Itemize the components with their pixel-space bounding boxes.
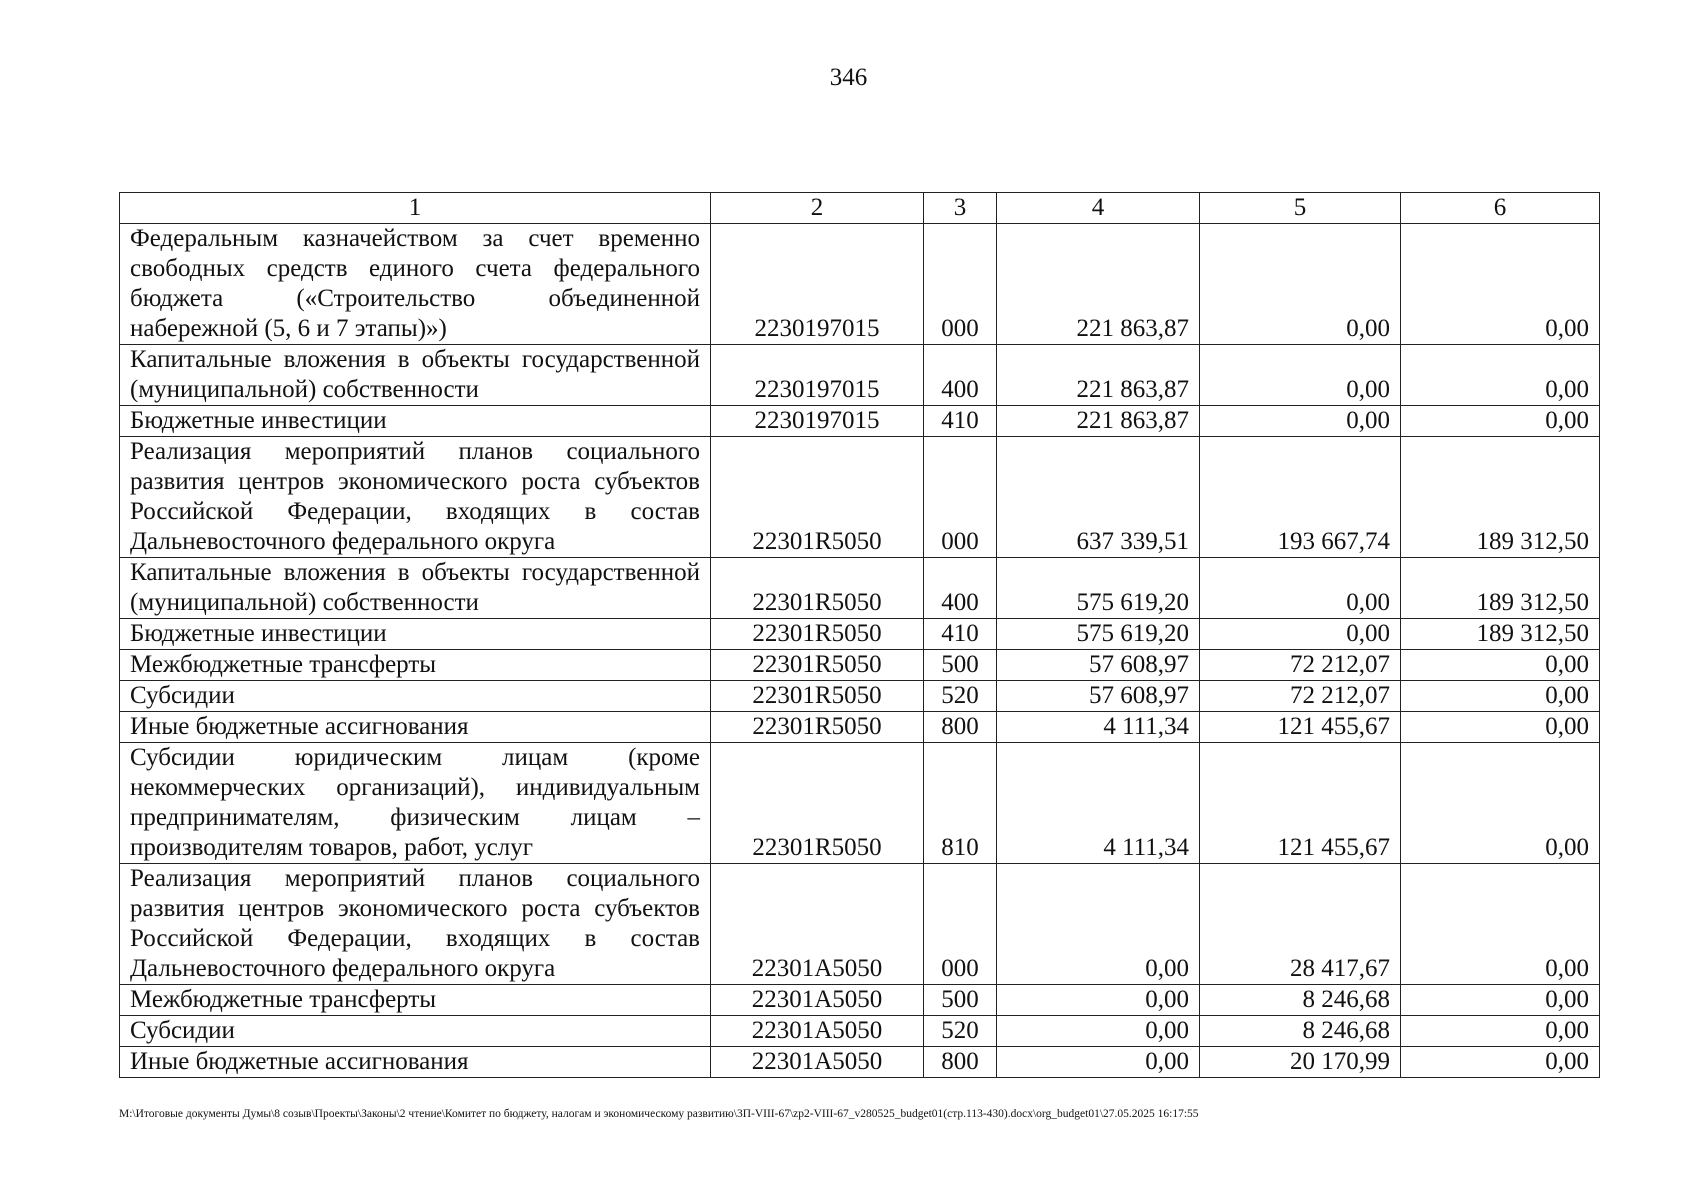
amount-col6-cell: 189 312,50 bbox=[1401, 437, 1600, 558]
target-code-cell: 22301R5050 bbox=[711, 558, 924, 619]
table-row bbox=[120, 864, 1600, 985]
expense-type-cell: 000 bbox=[924, 437, 997, 558]
amount-col4-cell: 575 619,20 bbox=[997, 619, 1200, 650]
column-header: 2 bbox=[711, 193, 924, 224]
expense-type-cell: 520 bbox=[924, 681, 997, 712]
amount-col4-cell: 0,00 bbox=[997, 985, 1200, 1016]
item-name-cell: Бюджетные инвестиции bbox=[120, 619, 711, 650]
amount-col4-cell: 4 111,34 bbox=[997, 743, 1200, 864]
amount-col4-cell: 575 619,20 bbox=[997, 558, 1200, 619]
target-code-cell: 22301A5050 bbox=[711, 864, 924, 985]
amount-col4-cell: 221 863,87 bbox=[997, 345, 1200, 406]
table-row bbox=[120, 1016, 1600, 1047]
document-file-path: M:\Итоговые документы Думы\8 созыв\Проекты\Законы\2 чтение\Комитет по бюджету, налогам и экономическому развитию\3П-VIII-67\zp2-VIII-67_v280525_budget01(стр.113-430).docx\org_budget01\27.05.2025 16:17:55 bbox=[119, 1108, 1199, 1120]
amount-col5-cell: 193 667,74 bbox=[1200, 437, 1401, 558]
amount-col6-cell: 0,00 bbox=[1401, 985, 1600, 1016]
item-name-cell: Капитальные вложения в объекты государственной (муниципальной) собственности bbox=[120, 345, 711, 406]
amount-col6-cell: 0,00 bbox=[1401, 1016, 1600, 1047]
expense-type-cell: 520 bbox=[924, 1016, 997, 1047]
amount-col5-cell: 0,00 bbox=[1200, 224, 1401, 345]
expense-type-cell: 400 bbox=[924, 558, 997, 619]
column-header: 4 bbox=[997, 193, 1200, 224]
item-name-cell: Реализация мероприятий планов социального развития центров экономического роста субъектов Российской Федерации, входящих в состав Дальневосточного федерального округа bbox=[120, 864, 711, 985]
item-name-cell: Бюджетные инвестиции bbox=[120, 406, 711, 437]
amount-col5-cell: 8 246,68 bbox=[1200, 985, 1401, 1016]
target-code-cell: 22301R5050 bbox=[711, 619, 924, 650]
table-row bbox=[120, 345, 1600, 406]
expense-type-cell: 400 bbox=[924, 345, 997, 406]
amount-col4-cell: 57 608,97 bbox=[997, 650, 1200, 681]
target-code-cell: 22301A5050 bbox=[711, 1047, 924, 1078]
table-row bbox=[120, 681, 1600, 712]
target-code-cell: 2230197015 bbox=[711, 406, 924, 437]
amount-col5-cell: 0,00 bbox=[1200, 406, 1401, 437]
amount-col5-cell: 121 455,67 bbox=[1200, 743, 1401, 864]
amount-col4-cell: 0,00 bbox=[997, 1016, 1200, 1047]
amount-col6-cell: 189 312,50 bbox=[1401, 619, 1600, 650]
column-header: 3 bbox=[924, 193, 997, 224]
table-row bbox=[120, 437, 1600, 558]
amount-col6-cell: 0,00 bbox=[1401, 712, 1600, 743]
item-name-cell: Реализация мероприятий планов социального развития центров экономического роста субъектов Российской Федерации, входящих в состав Дальневосточного федерального округа bbox=[120, 437, 711, 558]
amount-col5-cell: 121 455,67 bbox=[1200, 712, 1401, 743]
expense-type-cell: 000 bbox=[924, 224, 997, 345]
target-code-cell: 22301R5050 bbox=[711, 681, 924, 712]
amount-col4-cell: 4 111,34 bbox=[997, 712, 1200, 743]
expense-type-cell: 800 bbox=[924, 712, 997, 743]
amount-col5-cell: 72 212,07 bbox=[1200, 681, 1401, 712]
table-row bbox=[120, 743, 1600, 864]
expense-type-cell: 410 bbox=[924, 619, 997, 650]
target-code-cell: 22301R5050 bbox=[711, 712, 924, 743]
amount-col4-cell: 0,00 bbox=[997, 864, 1200, 985]
header-row bbox=[120, 193, 1600, 224]
target-code-cell: 22301A5050 bbox=[711, 985, 924, 1016]
target-code-cell: 22301A5050 bbox=[711, 1016, 924, 1047]
amount-col4-cell: 0,00 bbox=[997, 1047, 1200, 1078]
amount-col4-cell: 637 339,51 bbox=[997, 437, 1200, 558]
amount-col6-cell: 0,00 bbox=[1401, 681, 1600, 712]
item-name-cell: Федеральным казначейством за счет временно свободных средств единого счета федерального бюджета («Строительство объединенной набережной (5, 6 и 7 этапы)») bbox=[120, 224, 711, 345]
amount-col6-cell: 0,00 bbox=[1401, 345, 1600, 406]
amount-col6-cell: 0,00 bbox=[1401, 224, 1600, 345]
amount-col5-cell: 20 170,99 bbox=[1200, 1047, 1401, 1078]
amount-col5-cell: 72 212,07 bbox=[1200, 650, 1401, 681]
amount-col6-cell: 0,00 bbox=[1401, 864, 1600, 985]
amount-col4-cell: 57 608,97 bbox=[997, 681, 1200, 712]
target-code-cell: 22301R5050 bbox=[711, 650, 924, 681]
item-name-cell: Иные бюджетные ассигнования bbox=[120, 712, 711, 743]
table-row bbox=[120, 1047, 1600, 1078]
table-row bbox=[120, 650, 1600, 681]
expense-type-cell: 800 bbox=[924, 1047, 997, 1078]
expense-type-cell: 000 bbox=[924, 864, 997, 985]
amount-col5-cell: 0,00 bbox=[1200, 619, 1401, 650]
table-body bbox=[120, 224, 1600, 1078]
budget-table bbox=[119, 192, 1600, 1078]
table-row bbox=[120, 712, 1600, 743]
item-name-cell: Субсидии юридическим лицам (кроме некоммерческих организаций), индивидуальным предпринимателям, физическим лицам – производителям товаров, работ, услуг bbox=[120, 743, 711, 864]
column-header: 6 bbox=[1401, 193, 1600, 224]
amount-col6-cell: 0,00 bbox=[1401, 650, 1600, 681]
expense-type-cell: 500 bbox=[924, 650, 997, 681]
expense-type-cell: 500 bbox=[924, 985, 997, 1016]
table-row bbox=[120, 224, 1600, 345]
table-row bbox=[120, 619, 1600, 650]
item-name-cell: Межбюджетные трансферты bbox=[120, 650, 711, 681]
item-name-cell: Межбюджетные трансферты bbox=[120, 985, 711, 1016]
table-row bbox=[120, 558, 1600, 619]
amount-col4-cell: 221 863,87 bbox=[997, 406, 1200, 437]
column-header: 5 bbox=[1200, 193, 1401, 224]
table-header bbox=[120, 193, 1600, 224]
page-number: 346 bbox=[829, 64, 868, 91]
amount-col5-cell: 0,00 bbox=[1200, 558, 1401, 619]
amount-col6-cell: 189 312,50 bbox=[1401, 558, 1600, 619]
expense-type-cell: 410 bbox=[924, 406, 997, 437]
amount-col4-cell: 221 863,87 bbox=[997, 224, 1200, 345]
item-name-cell: Иные бюджетные ассигнования bbox=[120, 1047, 711, 1078]
amount-col6-cell: 0,00 bbox=[1401, 406, 1600, 437]
amount-col5-cell: 8 246,68 bbox=[1200, 1016, 1401, 1047]
item-name-cell: Субсидии bbox=[120, 1016, 711, 1047]
amount-col5-cell: 0,00 bbox=[1200, 345, 1401, 406]
target-code-cell: 2230197015 bbox=[711, 345, 924, 406]
expense-type-cell: 810 bbox=[924, 743, 997, 864]
column-header: 1 bbox=[120, 193, 711, 224]
item-name-cell: Субсидии bbox=[120, 681, 711, 712]
amount-col6-cell: 0,00 bbox=[1401, 743, 1600, 864]
table-row bbox=[120, 985, 1600, 1016]
table-row bbox=[120, 406, 1600, 437]
target-code-cell: 22301R5050 bbox=[711, 437, 924, 558]
amount-col5-cell: 28 417,67 bbox=[1200, 864, 1401, 985]
item-name-cell: Капитальные вложения в объекты государственной (муниципальной) собственности bbox=[120, 558, 711, 619]
target-code-cell: 22301R5050 bbox=[711, 743, 924, 864]
amount-col6-cell: 0,00 bbox=[1401, 1047, 1600, 1078]
target-code-cell: 2230197015 bbox=[711, 224, 924, 345]
